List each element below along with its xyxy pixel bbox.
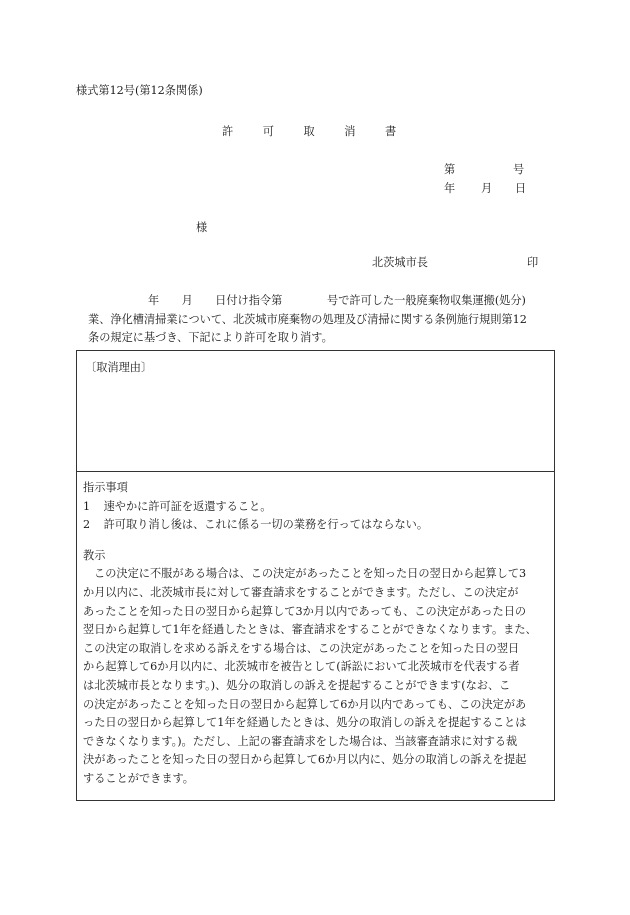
instruction-number: 2 bbox=[83, 518, 91, 532]
notice-line: った日の翌日から起算して1年を経過したときは、処分の取消しの訴えを提起することは bbox=[83, 716, 527, 730]
notice-body bbox=[83, 565, 551, 788]
instruction-item bbox=[83, 516, 551, 535]
body-line: 年 月 日付け指令第 号で許可した一般廃棄物収集運搬(処分) bbox=[148, 294, 526, 307]
notice-line: あったことを知った日の翌日から起算して3か月以内であっても、この決定があった日の bbox=[83, 604, 527, 618]
box-divider bbox=[77, 471, 554, 472]
issuer-name: 北茨城市長 bbox=[372, 256, 428, 269]
body-line: 業、浄化槽清掃業について、北茨城市廃棄物の処理及び清掃に関する条例施行規則第12 bbox=[88, 312, 527, 326]
notice-line: できなくなります。)。ただし、上記の審査請求をした場合は、当該審査請求に対する裁 bbox=[83, 734, 518, 748]
notice-line: は北茨城市長となります。)、処分の取消しの訴えを提起することができます(なお、こ bbox=[83, 678, 511, 692]
section-spacer bbox=[83, 535, 551, 547]
reason-heading: 〔取消理由〕 bbox=[85, 361, 153, 374]
date-month-label: 月 bbox=[481, 182, 493, 195]
date-year-label: 年 bbox=[444, 182, 456, 195]
notice-line: することができます。 bbox=[83, 771, 194, 785]
body-paragraph bbox=[88, 292, 558, 348]
notice-line: の決定があったことを知った日の翌日から起算して6か月以内であっても、この決定があ bbox=[83, 697, 527, 711]
notice-line: この決定に不服がある場合は、この決定があったことを知った日の翌日から起算して3 bbox=[94, 567, 527, 581]
seal-mark: 印 bbox=[527, 256, 539, 269]
addressee-honorific: 様 bbox=[196, 221, 208, 234]
instructions-heading: 指示事項 bbox=[83, 481, 128, 494]
document-title: 許 可 取 消 書 bbox=[222, 125, 397, 138]
notice-line: この決定の取消しを求める訴えをする場合は、この決定があったことを知った日の翌日 bbox=[83, 641, 520, 655]
notice-line: 決があったことを知った日の翌日から起算して6か月以内に、処分の取消しの訴えを提起 bbox=[83, 753, 527, 767]
reference-number-suffix: 号 bbox=[513, 163, 525, 176]
notice-line: から起算して6か月以内に、北茨城市を被告として(訴訟において北茨城市を代表する者 bbox=[83, 660, 520, 674]
instruction-number: 1 bbox=[83, 499, 91, 513]
notice-line: か月以内に、北茨城市長に対して審査請求をすることができます。ただし、この決定が bbox=[83, 585, 519, 599]
instruction-item bbox=[83, 498, 551, 517]
body-line: 条の規定に基づき、下記により許可を取り消す。 bbox=[88, 331, 333, 344]
reference-number-prefix: 第 bbox=[444, 163, 456, 176]
form-number: 様式第12号(第12条関係) bbox=[76, 84, 203, 97]
instruction-text: 許可取り消し後は、これに係る一切の業務を行ってはならない。 bbox=[103, 518, 429, 532]
instructions-section bbox=[83, 479, 551, 789]
date-day-label: 日 bbox=[515, 182, 527, 195]
notice-line: 翌日から起算して1年を経過したときは、審査請求をすることができなくなります。また、 bbox=[83, 623, 537, 637]
details-box bbox=[76, 350, 555, 801]
notice-heading: 教示 bbox=[83, 548, 106, 562]
instruction-text: 速やかに許可証を返還すること。 bbox=[103, 499, 272, 513]
